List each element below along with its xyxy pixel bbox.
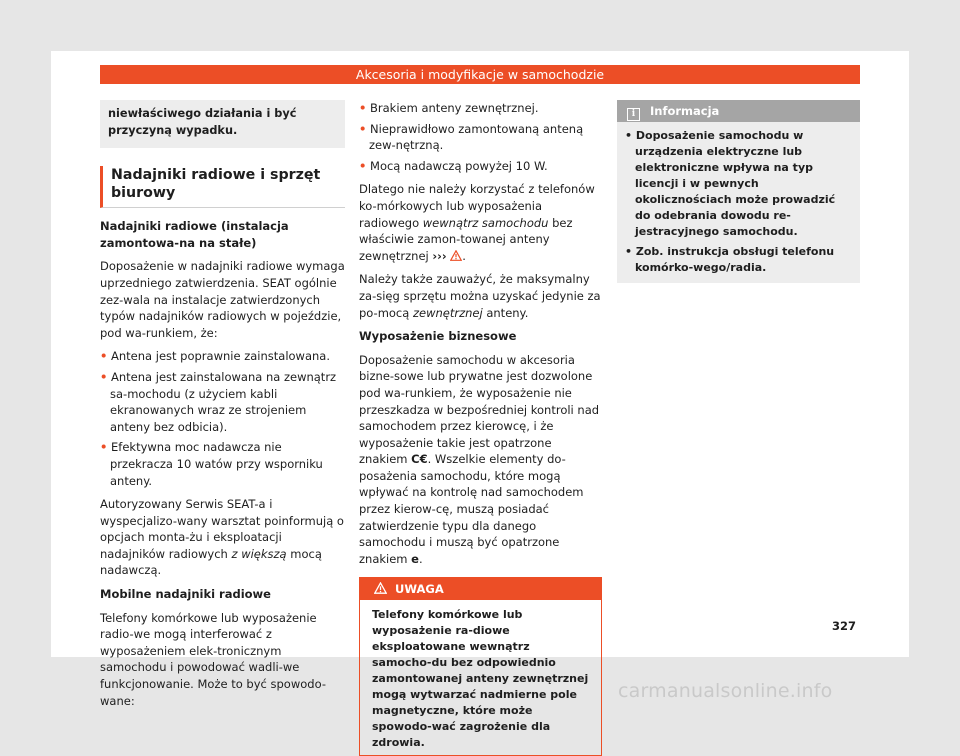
reference-arrow[interactable]: ››› [432,248,447,263]
warning-text: Telefony komórkowe lub wyposażenie ra-diowe eksploatowane wewnątrz samocho-du bez odpowiednio zamontowanej anteny zewnętrznej mogą wytwarzać nadmierne pole magnetyczne, które może spowodo-wać zagrożenie dla zdrowia. [372,608,589,750]
paragraph: Telefony komórkowe lub wyposażenie radio-we mogą interferować z wyposażeniem elek-tronicznym samochodu i powodować wadli-we funkcjonowanie. Może to być spowodo-wane: [100,610,326,708]
warning-icon [374,582,387,594]
bullet-icon: • [100,349,108,364]
info-icon: i [627,108,640,121]
paragraph: Autoryzowany Serwis SEAT-a i wyspecjalizo-wany warsztat poinformują o opcjach monta-żu i eksploatacji nadajników radiowych z większą mocą nadawczą. [100,497,344,578]
list-item: • Zob. instrukcja obsługi telefonu komórko-wego/radia. [625,245,835,274]
warning-header [360,578,601,600]
column-2 [359,100,602,756]
lead-box: niewłaściwego działania i być przyczyną wypadku. [100,100,345,148]
paragraph: Dlatego nie należy korzystać z telefonów ko-mórkowych lub wyposażenia radiowego wewnątrz samochodu bez właściwie zamon-towanej anteny zewnętrznej ››› . [359,182,595,263]
paragraph: Doposażenie w nadajniki radiowe wymaga uprzedniego zatwierdzenia. SEAT ogólnie zez-wala na instalacje zatwierdzonych typów nadajników radiowych w pojeździe, pod wa-runkiem, że: [100,259,345,340]
bullet-icon: • [359,101,367,115]
column-3 [617,100,860,283]
bullet-icon: • [359,158,367,173]
subheading-business-equipment: Wyposażenie biznesowe [359,329,517,344]
column-1 [100,100,345,716]
list-item: • Doposażenie samochodu w urządzenia elektryczne lub elektroniczne wpływa na typ licencji i w pewnych okolicznościach może prowadzić do odebrania dowodu re-jestracyjnego samochodu. [625,129,836,238]
paragraph: Doposażenie samochodu w akcesoria bizne-sowe lub prywatne jest dozwolone pod wa-runkiem, że wyposażenie nie przeszkadza w bezpośredniej kontroli nad samochodem przez kierowcę, i że wyposażenie takie jest opatrzone znakiem C€. Wszelkie elementy do-posażenia samochodu, które mogą wpływać na kontrolę nad samochodem przez kierow-cę, muszą posiadać zatwierdzenie typu dla danego samochodu i muszą być opatrzone znakiem e. [359,352,600,566]
list-item: • Antena jest poprawnie zainstalowana. [100,349,330,364]
section-title: Nadajniki radiowe i sprzęt biurowy [100,166,345,208]
bullet-icon: • [359,121,367,136]
subheading-mobile-transmitters: Mobilne nadajniki radiowe [100,587,271,602]
info-header [617,100,860,122]
warning-box [359,577,602,756]
list-item: • Nieprawidłowo zamontowaną anteną zew-nętrzną. [359,121,584,153]
warning-icon[interactable] [450,250,462,261]
warning-title: UWAGA [395,582,444,597]
watermark: carmanualsonline.info [618,680,833,702]
list-item: • Antena jest zainstalowana na zewnątrz sa-mochodu (z użyciem kabli ekranowanych wraz ze strojeniem anteny bez odbicia). [100,369,337,434]
bullet-icon: • [100,440,108,455]
ce-mark-icon: C€ [411,452,428,467]
list-item: • Brakiem anteny zewnętrznej. [359,101,539,115]
bullet-icon: • [100,369,108,384]
paragraph: Należy także zauważyć, że maksymalny za-sięg sprzętu można uzyskać jedynie za po-mocą zewnętrznej anteny. [359,272,601,320]
info-body [617,122,860,283]
list-item: • Mocą nadawczą powyżej 10 W. [359,158,548,173]
info-title: Informacja [650,104,720,118]
info-box [617,100,860,283]
page-number: 327 [832,619,857,633]
list-item: • Efektywna moc nadawcza nie przekracza 10 watów przy wsporniku anteny. [100,440,323,488]
e-mark: e [411,551,419,566]
page-header: Akcesoria i modyfikacje w samochodzie [100,65,860,84]
subheading-fixed-transmitters: Nadajniki radiowe (instalacja zamontowa-na na stałe) [100,219,289,250]
